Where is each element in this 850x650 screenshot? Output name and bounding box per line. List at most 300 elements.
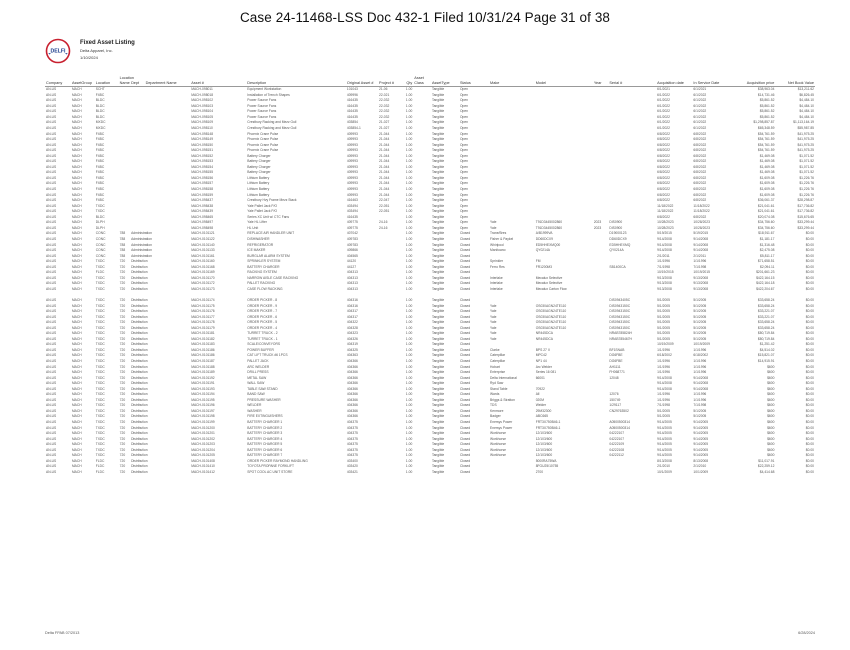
table-cell: ORDER PICKER - 5	[247, 320, 278, 325]
table-cell: 720	[119, 375, 126, 380]
table-cell: $0.00	[805, 436, 814, 441]
table-cell: $4,484.10	[799, 98, 814, 103]
table-cell: Closed	[459, 381, 471, 386]
table-cell: $0.00	[805, 275, 814, 280]
table-cell: 409993	[346, 159, 358, 164]
table-cell: Battery Charger	[247, 170, 271, 175]
table-cell: 101043	[346, 87, 358, 92]
table-cell: 1/1/1996	[657, 397, 670, 402]
table-cell: MACH-098158	[191, 187, 214, 192]
table-cell: Tangible	[431, 325, 445, 330]
table-cell: MACH-098151	[191, 148, 214, 153]
table-cell: $1,071.52	[799, 164, 814, 169]
table-cell: $201,661.23	[756, 270, 775, 275]
table-cell: 2023	[593, 220, 602, 225]
table-cell: ORDER PICKER RAYMOND HANDLING	[247, 458, 308, 463]
table-cell: 5/1/2005	[693, 325, 707, 330]
table-cell: PRESSURE WASHER	[247, 397, 281, 402]
table-cell: Series XC Unit w/ CTC Fans	[247, 214, 290, 219]
table-cell: TXDC	[95, 364, 105, 369]
table-cell: Closed	[459, 447, 471, 452]
table-cell: AN-US	[46, 325, 57, 330]
table-cell: $0.00	[805, 375, 814, 380]
table-cell: Distribution	[131, 281, 148, 286]
table-cell: AN-US	[46, 375, 57, 380]
table-cell: TXDC	[95, 386, 105, 391]
table-cell: 1.00	[405, 225, 413, 230]
table-cell: 10/19/2009	[693, 342, 710, 347]
table-cell: TXDC	[95, 414, 105, 419]
table-cell: $1,609.08	[759, 175, 775, 180]
table-cell: MACH	[71, 447, 82, 452]
table-cell: $1,609.08	[759, 187, 775, 192]
table-cell: AN-US	[46, 420, 57, 424]
table-cell: Installation of Trench Shapes	[247, 92, 290, 97]
table-cell: 1.00	[405, 414, 413, 419]
table-cell: Open	[459, 114, 469, 119]
table-cell: $1,226.76	[799, 192, 814, 197]
table-cell: Tangible	[431, 98, 445, 103]
table-cell: Delta International	[490, 375, 517, 380]
table-cell: A0500500314	[609, 425, 630, 430]
table-cell: $2,094.11	[759, 264, 775, 269]
table-cell: 404565	[346, 253, 358, 258]
table-cell: Closed	[459, 331, 471, 336]
table-cell: Distribution	[131, 408, 148, 413]
table-cell: 10/19/2009	[657, 342, 674, 347]
table-cell: 1.00	[405, 403, 413, 408]
table-cell: 9/14/2005	[657, 420, 672, 424]
table-cell: $0.00	[805, 331, 814, 336]
table-cell: Mecalux Selective	[535, 281, 563, 286]
table-cell: 2/1/2011	[693, 253, 707, 258]
table-cell: 407042	[346, 231, 358, 236]
table-cell: 404366	[346, 408, 358, 413]
table-cell: Workhorse	[490, 442, 506, 447]
delta-logo	[45, 38, 71, 64]
table-cell: DIS0943150C	[609, 320, 631, 325]
table-cell: 9/14/2008	[657, 386, 672, 391]
table-cell: 788	[119, 253, 126, 258]
table-cell: Lithium Battery	[247, 187, 270, 192]
table-cell: TXDC	[95, 203, 105, 208]
table-cell: BAND SAW	[247, 392, 265, 397]
table-cell: AN-US	[46, 170, 57, 175]
table-cell: 720	[119, 370, 126, 375]
table-cell: 22-051	[379, 203, 390, 208]
table-cell: 21-044	[379, 153, 390, 158]
table-cell: 720	[119, 431, 126, 436]
table-cell: TXDC	[95, 325, 105, 330]
table-cell: 720	[119, 320, 126, 325]
table-cell: Tangible	[431, 431, 445, 436]
table-cell: Workhorse	[490, 447, 506, 452]
table-cell: AN-US	[46, 281, 57, 286]
table-cell: 720	[119, 453, 126, 458]
table-cell: 1.00	[405, 386, 413, 391]
table-cell: BLDC	[95, 214, 105, 219]
table-cell: Clarke	[490, 347, 500, 352]
table-cell: Tangible	[431, 253, 445, 258]
table-cell: Administration	[131, 231, 152, 236]
table-cell: 5/1/2005	[693, 309, 707, 314]
table-cell: Open	[459, 164, 469, 169]
table-cell: 403420	[346, 464, 358, 469]
table-cell: MACH	[71, 225, 82, 230]
table-cell: Closed	[459, 453, 471, 458]
table-cell: 6/8/2022	[657, 198, 670, 203]
table-cell: 04222112	[609, 453, 624, 458]
table-cell: MACH-0101412	[191, 469, 215, 474]
table-cell: MACH	[71, 397, 82, 402]
table-cell: AN-US	[46, 403, 57, 408]
table-cell: $600	[767, 386, 775, 391]
table-cell: SB1400CA	[609, 264, 626, 269]
table-cell: Distribution	[131, 347, 148, 352]
table-cell: AN-US	[46, 142, 57, 147]
table-cell: Battery Charger	[247, 153, 271, 158]
table-cell: Distribution	[131, 309, 148, 314]
table-cell: 720	[119, 331, 126, 336]
table-cell: Tangible	[431, 187, 445, 192]
table-cell: F4BC	[95, 175, 105, 180]
table-cell: MACH	[71, 98, 82, 103]
table-cell: F4BC	[95, 198, 105, 203]
table-cell: REFRIGERATOR	[247, 242, 274, 247]
table-cell: 403421	[346, 469, 358, 474]
table-cell: TXDC	[95, 420, 105, 424]
table-cell: 720	[119, 397, 126, 402]
table-cell: Workhorse	[490, 431, 506, 436]
table-cell: MACH-0101191	[191, 381, 215, 386]
table-cell: 5/1/2005	[693, 331, 707, 336]
table-cell: MACH-098155	[191, 170, 214, 175]
table-cell: $600	[767, 453, 775, 458]
table-cell: $5,861.52	[759, 109, 775, 114]
table-cell: 404322	[346, 320, 358, 325]
table-cell: MACH-098102	[191, 98, 214, 103]
table-cell: 1.00	[405, 236, 413, 241]
table-cell: AN-US	[46, 159, 57, 164]
table-cell: AN-US	[46, 259, 57, 264]
table-cell: MACH	[71, 92, 82, 97]
table-cell: AN-US	[46, 203, 57, 208]
table-cell: AN-US	[46, 425, 57, 430]
table-cell: $33,221.07	[757, 314, 775, 319]
table-cell: TXDC	[95, 331, 105, 336]
table-cell: 6/1/2022	[657, 92, 670, 97]
table-cell: 11/18/2022	[693, 203, 710, 208]
table-cell: MACH-0101186	[191, 347, 215, 352]
table-cell: MACH-0101410	[191, 464, 215, 469]
table-cell: 6/8/2022	[693, 153, 707, 158]
table-cell: 6/8/2022	[693, 137, 707, 142]
table-cell: 7/1/1998	[657, 264, 670, 269]
table-cell: $0.00	[805, 403, 814, 408]
table-cell: $4,484.10	[799, 114, 814, 119]
table-cell: 9/13/2008	[693, 286, 709, 291]
table-cell: 1.00	[405, 381, 413, 386]
table-cell: Tangible	[431, 370, 445, 375]
table-cell: 5/1/2005	[657, 414, 670, 419]
table-cell: $600	[767, 408, 775, 413]
table-cell: AN-US	[46, 198, 57, 203]
table-cell: MACH	[71, 469, 82, 474]
table-cell: 1/1/1996	[657, 358, 670, 363]
table-cell: NR445DCA	[535, 336, 553, 341]
table-cell: 1.00	[405, 425, 413, 430]
table-cell: 6/8/2022	[657, 175, 670, 180]
table-cell: 1.00	[405, 159, 413, 164]
table-cell	[145, 470, 191, 476]
table-cell: TOYOTA PROPANE FORKLIFT	[247, 464, 294, 469]
table-cell: MACH-0101196	[191, 403, 215, 408]
table-cell: Tangible	[431, 436, 445, 441]
table-cell: AN-US	[46, 370, 57, 375]
table-cell: Welder	[535, 403, 547, 408]
table-cell: TXDC	[95, 392, 105, 397]
table-cell: TXDC	[95, 209, 105, 214]
table-cell: 12/103/600	[535, 447, 553, 452]
table-cell: 21-044	[379, 148, 390, 153]
table-cell: $15,676.65	[797, 214, 814, 219]
table-cell: $600	[767, 392, 775, 397]
table-cell: 22-032	[379, 103, 390, 108]
table-cell: 5/1/2005	[693, 320, 707, 325]
table-cell: MACH-098018	[191, 92, 214, 97]
table-cell: AN-US	[46, 164, 57, 169]
table-cell: 6/1/2022	[657, 114, 670, 119]
table-cell: $1,226.76	[799, 187, 814, 192]
table-cell: AN-US	[46, 458, 57, 463]
table-cell: MACH-0101168	[191, 264, 215, 269]
table-cell: MACH	[71, 414, 82, 419]
table-cell: MACH	[71, 347, 82, 352]
column-header: Serial #	[608, 76, 656, 87]
table-cell: Open	[459, 137, 469, 142]
table-cell: MACH	[71, 236, 82, 241]
table-cell: MACH	[71, 214, 82, 219]
table-cell: AN-US	[46, 397, 57, 402]
table-cell: $13,211.62	[797, 87, 814, 92]
table-cell: 5/1/2005	[657, 320, 670, 325]
table-cell: MACH-0101179	[191, 325, 215, 330]
table-cell: MACH-0101172	[191, 281, 215, 286]
table-cell: TURRET TRUCK - 1	[247, 336, 278, 341]
table-cell: $4,414.68	[759, 469, 775, 474]
table-cell: $0.00	[805, 281, 814, 286]
table-cell: 409993	[346, 170, 358, 175]
table-cell: Tangible	[431, 336, 445, 341]
table-cell: Ferro Res	[490, 264, 505, 269]
table-cell: MACH	[71, 297, 82, 302]
table-cell: $2,475.08	[759, 248, 775, 253]
table-cell: $80,719.84	[757, 331, 775, 336]
table-cell: 720	[119, 403, 126, 408]
table-cell: MACH	[71, 170, 82, 175]
table-cell: Series 16 081	[535, 370, 557, 375]
table-cell: HL Unit	[247, 225, 259, 230]
table-cell: Open	[459, 148, 469, 153]
table-cell: Yale	[490, 220, 497, 225]
table-cell: Tangible	[431, 203, 445, 208]
table-cell: 720	[119, 469, 126, 474]
table-cell: SCHT	[95, 87, 105, 92]
table-cell: 404316	[346, 297, 358, 302]
table-cell: Manitowoc	[490, 248, 506, 253]
table-cell: DIS0943150C	[609, 325, 631, 330]
table-cell: 1.00	[405, 109, 413, 114]
table-cell: 409993	[346, 175, 358, 180]
table-cell: TABLE SAW STAND	[247, 386, 278, 391]
fixed-asset-table	[45, 76, 815, 475]
table-cell: 9/14/2005	[693, 420, 709, 424]
table-cell: 416435	[346, 109, 358, 114]
table-cell: Tangible	[431, 214, 445, 219]
table-cell: Tangible	[431, 259, 445, 264]
table-cell: 720	[119, 281, 126, 286]
table-cell: Open	[459, 198, 469, 203]
table-cell: 6/8/2022	[657, 131, 670, 136]
table-cell: $36,061.37	[757, 198, 775, 203]
table-cell: 70922	[535, 386, 545, 391]
table-cell: 12/103/600	[535, 431, 553, 436]
table-cell: $1,071.52	[799, 153, 814, 158]
table-cell: Tangible	[431, 264, 445, 269]
table-cell: 720	[119, 414, 126, 419]
table-cell: 9/14/2008	[657, 381, 672, 386]
table-cell: AN-US	[46, 464, 57, 469]
column-header: Department Name	[145, 76, 191, 87]
table-cell: $1,298,857.87	[753, 120, 775, 125]
table-cell: AN-US	[46, 336, 57, 341]
table-cell: 6/8/2022	[693, 198, 707, 203]
table-cell: SPRINKLER SYSTEM	[247, 259, 281, 264]
table-cell: ORDER PICKER - 9	[247, 303, 278, 308]
table-cell: Administration	[131, 248, 152, 253]
table-cell: Distribution	[131, 414, 148, 419]
table-cell: Tangible	[431, 248, 445, 253]
table-cell: Tangible	[431, 347, 445, 352]
table-cell: TXDC	[95, 297, 105, 302]
table-cell: MACH-098011	[191, 87, 213, 92]
table-cell: MACH-0101121	[191, 231, 215, 236]
table-cell: AN-US	[46, 353, 57, 358]
table-cell: 409993	[346, 148, 358, 153]
table-cell: Closed	[459, 442, 471, 447]
table-cell: 9/14/2005	[657, 425, 672, 430]
table-cell: 720	[119, 425, 126, 430]
table-cell: 6/1/2022	[657, 98, 670, 103]
table-cell: MACH	[71, 175, 82, 180]
table-cell: BPS 27 II	[535, 347, 550, 352]
table-cell: $18,911.67	[758, 231, 775, 236]
table-cell: $54,761.59	[757, 137, 775, 142]
table-cell: Caterpillar	[490, 353, 506, 358]
table-cell: 9/14/2005	[693, 442, 709, 447]
table-cell: Distribution	[131, 303, 148, 308]
table-cell: Tangible	[431, 231, 445, 236]
table-cell: $0.00	[805, 270, 814, 275]
table-cell: 1.00	[405, 192, 413, 197]
table-cell: Distribution	[131, 270, 148, 275]
table-cell: MACH-0101177	[191, 314, 215, 319]
table-cell: $34,756.60	[757, 220, 775, 225]
table-cell: $1,113,164.19	[793, 120, 814, 125]
table-cell: 1.00	[405, 170, 413, 175]
table-cell: 5/1/2005	[657, 331, 670, 336]
table-cell: OS030AGN24TE110	[535, 303, 567, 308]
table-cell: QY0214A	[609, 248, 624, 253]
table-cell: 720	[119, 458, 126, 463]
table-cell: Open	[459, 175, 469, 180]
table-cell: Open	[459, 126, 469, 131]
table-cell: Closed	[459, 314, 471, 319]
table-cell: 404328	[346, 325, 358, 330]
table-cell: Distribution	[131, 469, 148, 474]
table-cell: $1,226.76	[799, 175, 814, 180]
table-cell: Yale Pallet Jack P/O	[247, 209, 278, 214]
table-cell: POWER BUFFER	[247, 347, 274, 352]
table-cell: 10/1/2009	[693, 469, 709, 474]
table-cell: MACH	[71, 275, 82, 280]
table-cell: $5,861.52	[759, 98, 775, 103]
table-cell: MACH-098497	[191, 220, 214, 225]
table-cell: 9/13/2008	[657, 275, 672, 280]
table-cell: AN-US	[46, 231, 57, 236]
table-cell: MACH	[71, 87, 82, 92]
report-header	[80, 40, 135, 61]
table-cell: MACH	[71, 159, 82, 164]
table-cell: 1.00	[405, 248, 413, 253]
table-cell: 9/14/2005	[693, 436, 709, 441]
table-cell: MACH-0101186	[191, 353, 215, 358]
table-cell: $0.00	[805, 320, 814, 325]
table-cell: Tangible	[431, 458, 445, 463]
table-cell: 9/13/2008	[657, 286, 672, 291]
table-cell: 5/1/2005	[657, 303, 670, 308]
table-cell: AN-US	[46, 220, 57, 225]
table-cell: 404326	[346, 336, 358, 341]
table-cell: 04222108	[609, 447, 625, 452]
table-cell: MXDC	[95, 126, 106, 131]
table-cell: 9/13/2008	[693, 281, 709, 286]
table-cell: MACH	[71, 381, 82, 386]
table-cell: 22-032	[379, 114, 390, 119]
case-header: Case 24-11468-LSS Doc 432-1 Filed 10/31/24 Page 31 of 38	[239, 10, 611, 25]
table-cell: $4,514.02	[759, 347, 775, 352]
table-cell: 403494	[346, 203, 358, 208]
table-cell: $33,658.24	[757, 320, 775, 325]
table-cell: MACH-098152	[191, 153, 214, 158]
table-cell: AN-US	[46, 303, 57, 308]
table-cell: 720	[119, 447, 126, 452]
table-cell: BF1SNAB	[609, 347, 625, 352]
table-cell: $4,484.10	[799, 109, 814, 114]
table-cell: 404375	[346, 420, 358, 424]
table-cell: 1/1/1996	[693, 364, 707, 369]
table-cell: MACH-0101160	[191, 259, 215, 264]
table-cell: 6/8/2022	[693, 214, 707, 219]
table-cell: 404375	[346, 442, 358, 447]
table-cell: 720	[119, 309, 126, 314]
table-cell: Yale	[490, 309, 497, 314]
table-cell: $1,251.42	[759, 342, 775, 347]
table-cell: Distribution	[131, 403, 148, 408]
table-cell: 404313	[346, 281, 358, 286]
table-cell: Equipment Workstation	[247, 87, 282, 92]
table-cell: $21,041.61	[757, 203, 775, 208]
